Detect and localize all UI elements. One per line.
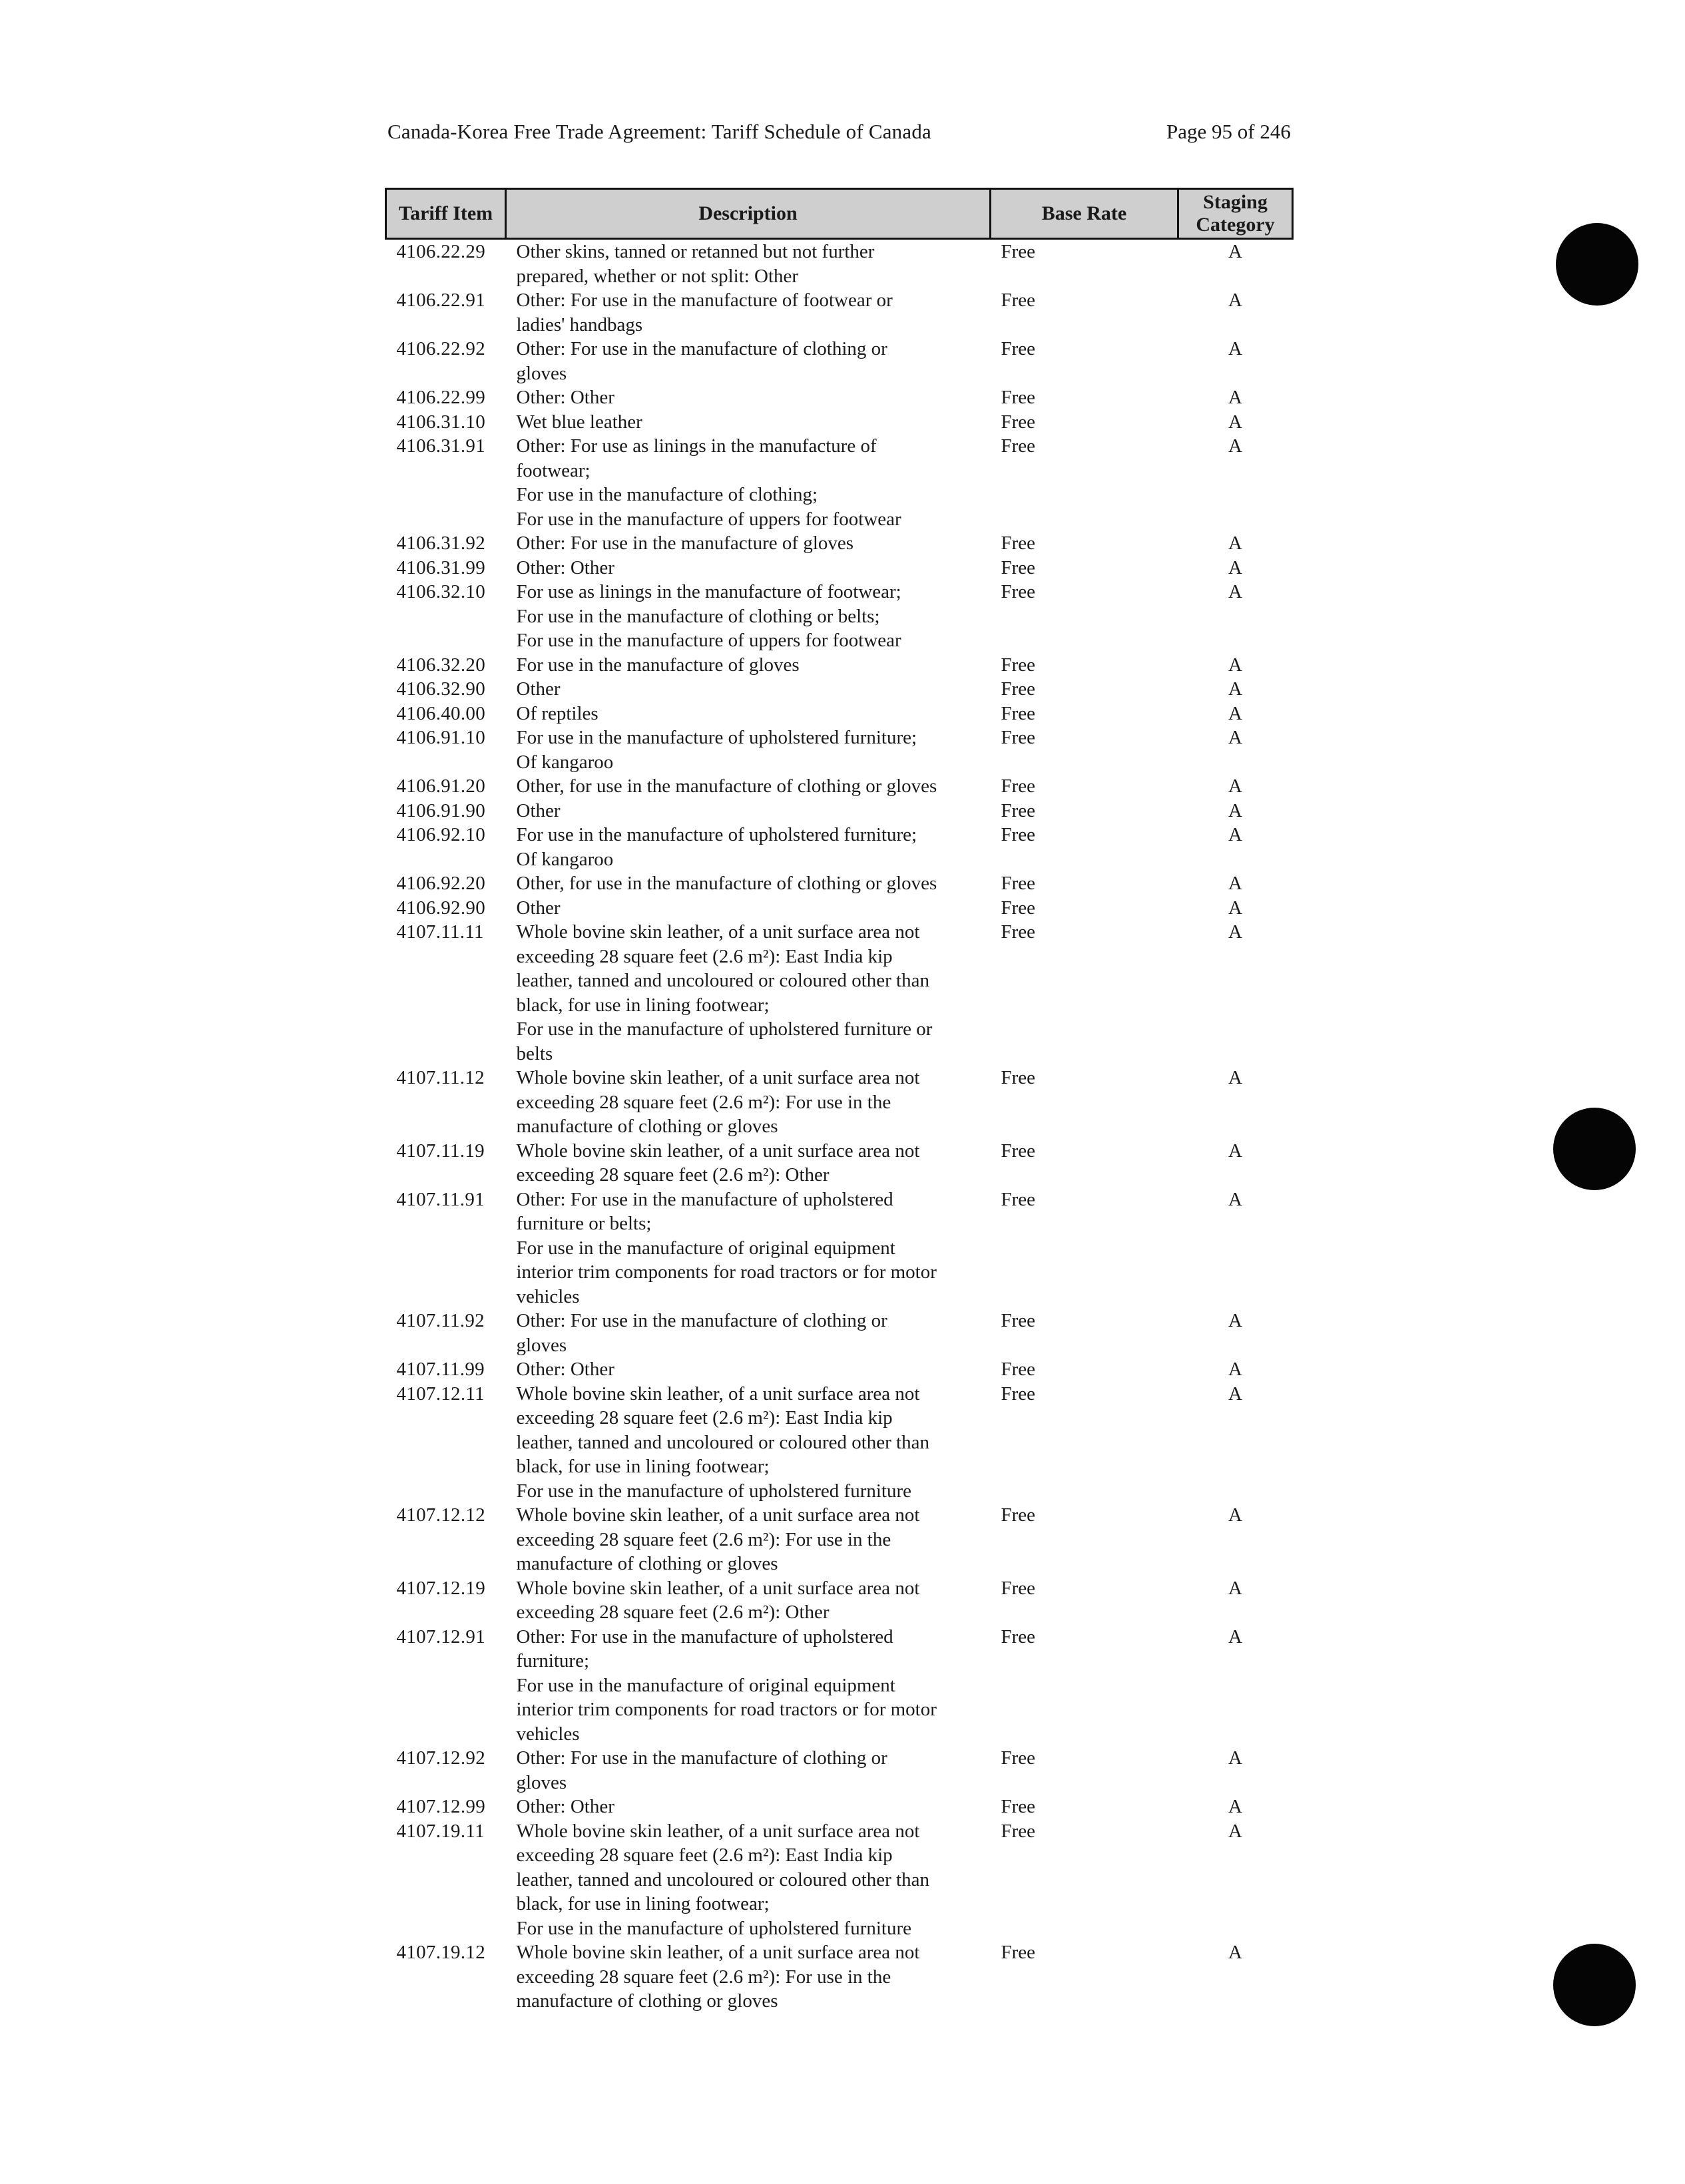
description-line: Whole bovine skin leather, of a unit surface area not — [516, 1383, 920, 1405]
table-row — [386, 1576, 1293, 1625]
description-line: For use in the manufacture of original equipment — [516, 1237, 895, 1259]
description-line: prepared, whether or not split: Other — [516, 265, 799, 287]
tariff-item-cell: 4106.32.90 — [396, 678, 485, 700]
staging-category-cell: A — [1228, 678, 1242, 700]
tariff-item-cell: 4107.12.12 — [396, 1504, 485, 1526]
staging-category-cell: A — [1228, 556, 1242, 578]
tariff-item-cell: 4107.12.11 — [396, 1383, 485, 1405]
description-line: Other: For use in the manufacture of footwear or — [516, 290, 893, 311]
description-line: For use in the manufacture of gloves — [516, 654, 800, 676]
tariff-item-cell: 4107.11.11 — [396, 921, 484, 943]
tariff-item-cell: 4106.32.20 — [396, 654, 485, 676]
description-line: Whole bovine skin leather, of a unit surface area not — [516, 1942, 920, 1963]
description-line: gloves — [516, 362, 567, 384]
base-rate-cell: Free — [1001, 556, 1036, 578]
table-row — [386, 556, 1293, 580]
description-cell — [506, 702, 991, 726]
base-rate-cell: Free — [1001, 1359, 1036, 1380]
description-cell — [506, 1188, 991, 1309]
staging-category-cell: A — [1228, 775, 1242, 797]
description-line: footwear; — [516, 459, 591, 481]
description-line: black, for use in lining footwear; — [516, 1893, 770, 1914]
tariff-item-cell: 4107.19.12 — [396, 1942, 485, 1963]
base-rate-cell: Free — [1001, 824, 1036, 845]
description-cell — [506, 896, 991, 921]
tariff-item-cell: 4106.91.90 — [396, 799, 485, 821]
table-row — [386, 531, 1293, 556]
description-cell — [506, 1576, 991, 1625]
description-line: For use as linings in the manufacture of footwear; — [516, 581, 901, 602]
staging-category-cell: A — [1228, 241, 1242, 262]
tariff-item-cell: 4107.12.92 — [396, 1747, 485, 1769]
table-row — [386, 677, 1293, 702]
tariff-item-cell: 4107.11.91 — [396, 1188, 485, 1210]
staging-category-cell: A — [1228, 1577, 1242, 1599]
tariff-item-cell: 4106.22.29 — [396, 241, 485, 262]
table-row — [386, 920, 1293, 1066]
table-row — [386, 1625, 1293, 1747]
description-line: vehicles — [516, 1723, 580, 1745]
tariff-item-cell: 4106.91.10 — [396, 727, 485, 748]
staging-category-cell: A — [1228, 799, 1242, 821]
description-line: Other — [516, 799, 561, 821]
column-header-description: Description — [506, 189, 991, 239]
tariff-item-cell: 4106.31.91 — [396, 435, 485, 457]
description-line: For use in the manufacture of uppers for footwear — [516, 630, 901, 651]
base-rate-cell: Free — [1001, 702, 1036, 724]
table-body — [386, 239, 1293, 2014]
description-line: Other, for use in the manufacture of clothing or gloves — [516, 873, 937, 894]
description-line: Other, for use in the manufacture of clothing or gloves — [516, 775, 937, 797]
table-row — [386, 896, 1293, 921]
staging-category-cell: A — [1228, 1942, 1242, 1963]
description-cell — [506, 677, 991, 702]
description-line: interior trim components for road tractors or for motor — [516, 1261, 937, 1283]
table-row — [386, 702, 1293, 726]
description-line: furniture; — [516, 1650, 590, 1671]
description-line: Whole bovine skin leather, of a unit surface area not — [516, 1140, 920, 1162]
description-line: manufacture of clothing or gloves — [516, 1116, 778, 1137]
punch-hole-top — [1556, 223, 1638, 306]
document-title: Canada-Korea Free Trade Agreement: Tariff Schedule of Canada — [387, 120, 931, 143]
tariff-item-cell: 4107.11.92 — [396, 1310, 485, 1331]
tariff-item-cell: 4106.40.00 — [396, 702, 485, 724]
base-rate-cell: Free — [1001, 678, 1036, 700]
description-line: manufacture of clothing or gloves — [516, 1990, 778, 2012]
tariff-item-cell: 4107.12.99 — [396, 1796, 485, 1817]
staging-category-cell: A — [1228, 338, 1242, 359]
table-row — [386, 434, 1293, 531]
base-rate-cell: Free — [1001, 241, 1036, 262]
tariff-item-cell: 4106.92.90 — [396, 897, 485, 919]
staging-category-cell: A — [1228, 1747, 1242, 1769]
base-rate-cell: Free — [1001, 1796, 1036, 1817]
tariff-item-cell: 4107.12.91 — [396, 1626, 485, 1647]
tariff-item-cell: 4106.32.10 — [396, 581, 485, 602]
table-row — [386, 410, 1293, 435]
description-line: Other: Other — [516, 1359, 614, 1380]
description-cell — [506, 1357, 991, 1382]
column-header-tariff-item: Tariff Item — [386, 189, 506, 239]
description-line: Other: For use in the manufacture of clothing or — [516, 1310, 887, 1331]
description-cell — [506, 1819, 991, 1941]
base-rate-cell: Free — [1001, 1504, 1036, 1526]
staging-category-cell: A — [1228, 1310, 1242, 1331]
description-line: For use in the manufacture of clothing; — [516, 484, 818, 505]
description-cell — [506, 337, 991, 385]
base-rate-cell: Free — [1001, 1747, 1036, 1769]
table-row — [386, 871, 1293, 896]
staging-category-cell: A — [1228, 581, 1242, 602]
description-cell — [506, 580, 991, 653]
base-rate-cell: Free — [1001, 1942, 1036, 1963]
description-line: exceeding 28 square feet (2.6 m²): For use in the — [516, 1966, 891, 1988]
base-rate-cell: Free — [1001, 1820, 1036, 1842]
description-cell — [506, 1795, 991, 1819]
description-line: For use in the manufacture of clothing or belts; — [516, 605, 880, 627]
description-cell — [506, 1139, 991, 1188]
description-line: Other: Other — [516, 556, 614, 578]
table-row — [386, 1357, 1293, 1382]
table-row — [386, 1746, 1293, 1795]
description-line: For use in the manufacture of uppers for footwear — [516, 508, 901, 530]
description-cell — [506, 531, 991, 556]
description-line: Other: For use in the manufacture of gloves — [516, 533, 854, 554]
staging-category-cell: A — [1228, 824, 1242, 845]
base-rate-cell: Free — [1001, 1626, 1036, 1647]
staging-category-cell: A — [1228, 1626, 1242, 1647]
base-rate-cell: Free — [1001, 654, 1036, 676]
description-cell — [506, 556, 991, 580]
table-row — [386, 1503, 1293, 1576]
base-rate-cell: Free — [1001, 799, 1036, 821]
base-rate-cell: Free — [1001, 1188, 1036, 1210]
description-line: belts — [516, 1042, 553, 1064]
table-row — [386, 580, 1293, 653]
description-line: Whole bovine skin leather, of a unit surface area not — [516, 1820, 920, 1842]
staging-category-cell: A — [1228, 1359, 1242, 1380]
description-line: leather, tanned and uncoloured or coloured other than — [516, 1868, 929, 1890]
description-line: ladies' handbags — [516, 314, 643, 335]
staging-category-cell: A — [1228, 1383, 1242, 1405]
base-rate-cell: Free — [1001, 897, 1036, 919]
staging-category-cell: A — [1228, 387, 1242, 408]
description-line: Of kangaroo — [516, 848, 614, 870]
description-cell — [506, 1625, 991, 1747]
staging-category-cell: A — [1228, 897, 1242, 919]
punch-hole-bottom — [1553, 1944, 1636, 2026]
staging-category-cell: A — [1228, 1820, 1242, 1842]
description-line: exceeding 28 square feet (2.6 m²): Other — [516, 1602, 830, 1623]
tariff-item-cell: 4107.11.12 — [396, 1067, 485, 1088]
staging-category-cell: A — [1228, 873, 1242, 894]
description-cell — [506, 1503, 991, 1576]
description-line: leather, tanned and uncoloured or coloured other than — [516, 1431, 929, 1453]
base-rate-cell: Free — [1001, 1140, 1036, 1162]
tariff-item-cell: 4106.22.99 — [396, 387, 485, 408]
table-row — [386, 823, 1293, 871]
description-line: exceeding 28 square feet (2.6 m²): East India kip — [516, 1845, 893, 1866]
tariff-item-cell: 4106.92.20 — [396, 873, 485, 894]
description-line: gloves — [516, 1334, 567, 1356]
description-line: For use in the manufacture of upholstered furniture — [516, 1480, 912, 1502]
description-line: Of reptiles — [516, 702, 599, 724]
description-cell — [506, 920, 991, 1066]
tariff-item-cell: 4106.91.20 — [396, 775, 485, 797]
base-rate-cell: Free — [1001, 533, 1036, 554]
table-row — [386, 385, 1293, 410]
tariff-schedule-table — [385, 188, 1294, 2014]
base-rate-cell: Free — [1001, 921, 1036, 943]
staging-category-cell: A — [1228, 1504, 1242, 1526]
tariff-item-cell: 4107.19.11 — [396, 1820, 485, 1842]
description-line: For use in the manufacture of original equipment — [516, 1674, 895, 1696]
staging-category-cell: A — [1228, 727, 1242, 748]
table-row — [386, 726, 1293, 774]
description-line: exceeding 28 square feet (2.6 m²): East India kip — [516, 945, 893, 967]
table-row — [386, 1066, 1293, 1139]
description-line: Other: For use in the manufacture of clothing or — [516, 338, 887, 359]
table-header-row — [386, 189, 1293, 239]
description-line: black, for use in lining footwear; — [516, 1456, 770, 1477]
description-cell — [506, 871, 991, 896]
base-rate-cell: Free — [1001, 435, 1036, 457]
staging-category-cell: A — [1228, 533, 1242, 554]
table-row — [386, 653, 1293, 678]
description-line: Other: Other — [516, 387, 614, 408]
description-cell — [506, 385, 991, 410]
description-cell — [506, 1746, 991, 1795]
description-line: Other: For use in the manufacture of upholstered — [516, 1626, 893, 1647]
description-line: Other: For use in the manufacture of upholstered — [516, 1188, 893, 1210]
base-rate-cell: Free — [1001, 727, 1036, 748]
description-line: exceeding 28 square feet (2.6 m²): For use in the — [516, 1091, 891, 1113]
base-rate-cell: Free — [1001, 1067, 1036, 1088]
table-row — [386, 1382, 1293, 1504]
tariff-item-cell: 4106.31.10 — [396, 411, 485, 433]
table-row — [386, 239, 1293, 289]
description-line: Wet blue leather — [516, 411, 642, 433]
table-row — [386, 337, 1293, 385]
column-header-base-rate: Base Rate — [991, 189, 1178, 239]
description-line: vehicles — [516, 1285, 580, 1307]
description-line: For use in the manufacture of upholstered furniture; — [516, 824, 917, 845]
base-rate-cell: Free — [1001, 581, 1036, 602]
tariff-item-cell: 4106.92.10 — [396, 824, 485, 845]
staging-category-cell: A — [1228, 435, 1242, 457]
description-line: manufacture of clothing or gloves — [516, 1553, 778, 1574]
description-line: leather, tanned and uncoloured or coloured other than — [516, 970, 929, 991]
staging-category-cell: A — [1228, 1067, 1242, 1088]
tariff-item-cell: 4106.22.91 — [396, 290, 485, 311]
description-line: Other: Other — [516, 1796, 614, 1817]
description-line: Whole bovine skin leather, of a unit surface area not — [516, 1504, 920, 1526]
base-rate-cell: Free — [1001, 338, 1036, 359]
table-row — [386, 1188, 1293, 1309]
base-rate-cell: Free — [1001, 411, 1036, 433]
description-cell — [506, 288, 991, 337]
base-rate-cell: Free — [1001, 290, 1036, 311]
table-row — [386, 1819, 1293, 1941]
description-cell — [506, 1066, 991, 1139]
tariff-item-cell: 4107.11.19 — [396, 1140, 485, 1162]
description-line: Other skins, tanned or retanned but not further — [516, 241, 875, 262]
description-cell — [506, 410, 991, 435]
tariff-item-cell: 4107.12.19 — [396, 1577, 485, 1599]
table-row — [386, 774, 1293, 799]
base-rate-cell: Free — [1001, 775, 1036, 797]
base-rate-cell: Free — [1001, 1577, 1036, 1599]
description-line: Other — [516, 678, 561, 700]
tariff-item-cell: 4106.31.92 — [396, 533, 485, 554]
description-line: exceeding 28 square feet (2.6 m²): Other — [516, 1164, 830, 1186]
staging-category-cell: A — [1228, 1188, 1242, 1210]
description-line: For use in the manufacture of upholstered furniture or — [516, 1018, 933, 1040]
staging-category-cell: A — [1228, 702, 1242, 724]
base-rate-cell: Free — [1001, 1310, 1036, 1331]
staging-category-cell: A — [1228, 1140, 1242, 1162]
description-cell — [506, 239, 991, 289]
description-line: Other: For use as linings in the manufacture of — [516, 435, 877, 457]
page-number: Page 95 of 246 — [1166, 120, 1291, 143]
description-line: gloves — [516, 1771, 567, 1793]
base-rate-cell: Free — [1001, 1383, 1036, 1405]
staging-category-cell: A — [1228, 921, 1242, 943]
description-cell — [506, 1940, 991, 2014]
tariff-item-cell: 4107.11.99 — [396, 1359, 485, 1380]
punch-hole-middle — [1553, 1108, 1636, 1190]
description-line: exceeding 28 square feet (2.6 m²): For use in the — [516, 1528, 891, 1550]
description-cell — [506, 823, 991, 871]
description-line: exceeding 28 square feet (2.6 m²): East India kip — [516, 1407, 893, 1428]
table-row — [386, 1139, 1293, 1188]
description-line: Whole bovine skin leather, of a unit surface area not — [516, 1067, 920, 1088]
table-row — [386, 1940, 1293, 2014]
base-rate-cell: Free — [1001, 387, 1036, 408]
description-line: For use in the manufacture of upholstered furniture — [516, 1917, 912, 1939]
description-line: Whole bovine skin leather, of a unit surface area not — [516, 921, 920, 943]
table-row — [386, 799, 1293, 823]
description-cell — [506, 434, 991, 531]
description-cell — [506, 653, 991, 678]
tariff-item-cell: 4106.22.92 — [396, 338, 485, 359]
staging-category-cell: A — [1228, 654, 1242, 676]
description-line: Whole bovine skin leather, of a unit surface area not — [516, 1577, 920, 1599]
description-cell — [506, 799, 991, 823]
column-header-staging-category: Staging Category — [1178, 189, 1293, 239]
tariff-item-cell: 4106.31.99 — [396, 556, 485, 578]
base-rate-cell: Free — [1001, 873, 1036, 894]
staging-category-cell: A — [1228, 411, 1242, 433]
description-cell — [506, 1309, 991, 1357]
description-cell — [506, 1382, 991, 1504]
staging-category-cell: A — [1228, 290, 1242, 311]
description-line: interior trim components for road tractors or for motor — [516, 1699, 937, 1720]
description-line: Other: For use in the manufacture of clothing or — [516, 1747, 887, 1769]
description-line: Of kangaroo — [516, 751, 614, 773]
staging-category-cell: A — [1228, 1796, 1242, 1817]
description-line: Other — [516, 897, 561, 919]
description-line: For use in the manufacture of upholstered furniture; — [516, 727, 917, 748]
table-row — [386, 1795, 1293, 1819]
description-cell — [506, 726, 991, 774]
description-line: furniture or belts; — [516, 1213, 652, 1234]
description-cell — [506, 774, 991, 799]
table-row — [386, 1309, 1293, 1357]
description-line: black, for use in lining footwear; — [516, 994, 770, 1016]
table-row — [386, 288, 1293, 337]
